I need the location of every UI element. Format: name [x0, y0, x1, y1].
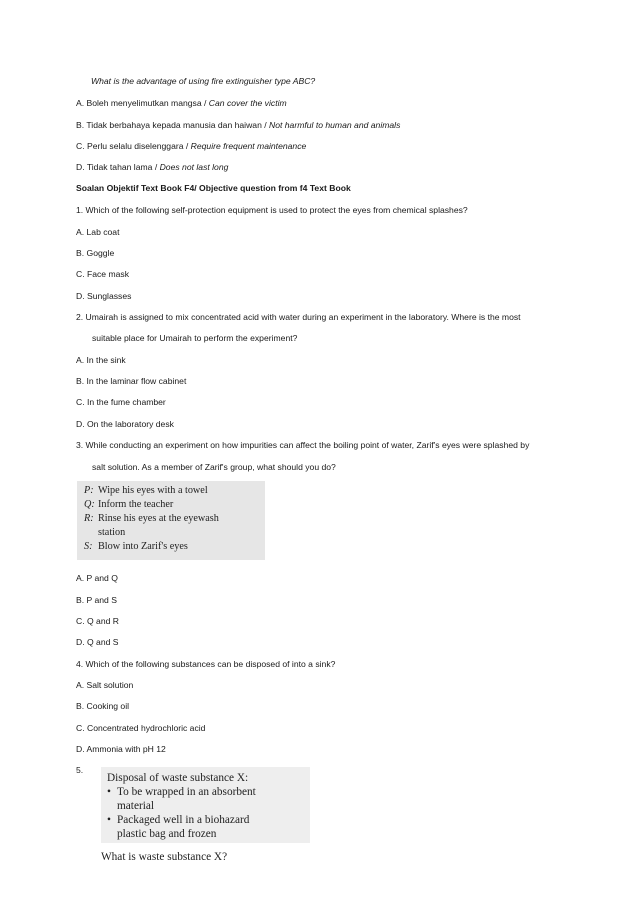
q2-stem-line2: suitable place for Umairah to perform the experiment? [92, 333, 298, 343]
q1-stem: 1. Which of the following self-protection equipment is used to protect the eyes from chemical splashes? [76, 205, 468, 215]
q2-option-c: C. In the fume chamber [76, 397, 166, 407]
q1-option-d: D. Sunglasses [76, 291, 132, 301]
q5-bullet-1: • To be wrapped in an absorbent [107, 786, 256, 798]
q3-statement-r-cont: station [98, 527, 126, 538]
q5-box-title: Disposal of waste substance X: [107, 772, 249, 784]
q2-option-d: D. On the laboratory desk [76, 419, 174, 429]
q5-bullet-2-cont: plastic bag and frozen [117, 828, 217, 840]
q1-option-a: A. Lab coat [76, 227, 120, 237]
q2-option-b: B. In the laminar flow cabinet [76, 376, 187, 386]
q3-statement-s: S: Blow into Zarif's eyes [84, 541, 188, 552]
prev-option-b: B. Tidak berbahaya kepada manusia dan haiwan / Not harmful to human and animals [76, 120, 401, 130]
prev-question-stem: What is the advantage of using fire extinguisher type ABC? [91, 76, 316, 86]
q4-option-a: A. Salt solution [76, 680, 134, 690]
q3-stem-line2: salt solution. As a member of Zarif's group, what should you do? [92, 462, 336, 472]
section-heading: Soalan Objektif Text Book F4/ Objective question from f4 Text Book [76, 183, 351, 193]
q3-statement-p: P: Wipe his eyes with a towel [84, 485, 208, 496]
prev-option-d: D. Tidak tahan lama / Does not last long [76, 162, 229, 172]
q5-bullet-1-cont: material [117, 800, 155, 812]
q2-option-a: A. In the sink [76, 355, 126, 365]
q5-info-box [101, 767, 310, 843]
q3-option-a: A. P and Q [76, 573, 118, 583]
q4-option-d: D. Ammonia with pH 12 [76, 744, 166, 754]
q5-number: 5. [76, 765, 84, 775]
q4-option-b: B. Cooking oil [76, 701, 130, 711]
q5-question: What is waste substance X? [101, 851, 228, 863]
q3-statement-q: Q: Inform the teacher [84, 499, 174, 510]
q5-bullet-2: • Packaged well in a biohazard [107, 814, 250, 826]
q3-statement-box [77, 481, 265, 560]
q4-option-c: C. Concentrated hydrochloric acid [76, 723, 206, 733]
q3-option-b: B. P and S [76, 595, 117, 605]
q3-stem-line1: 3. While conducting an experiment on how impurities can affect the boiling point of water, Zarif's eyes were splashed by [76, 440, 530, 450]
q3-option-c: C. Q and R [76, 616, 119, 626]
q2-stem-line1: 2. Umairah is assigned to mix concentrated acid with water during an experiment in the laboratory. Where is the most [76, 312, 521, 322]
q3-statement-r: R: Rinse his eyes at the eyewash [84, 513, 219, 524]
prev-option-c: C. Perlu selalu diselenggara / Require frequent maintenance [76, 141, 307, 151]
q1-option-c: C. Face mask [76, 269, 130, 279]
q4-stem: 4. Which of the following substances can be disposed of into a sink? [76, 659, 336, 669]
q3-option-d: D. Q and S [76, 637, 119, 647]
prev-option-a: A. Boleh menyelimutkan mangsa / Can cover the victim [76, 98, 287, 108]
q1-option-b: B. Goggle [76, 248, 115, 258]
